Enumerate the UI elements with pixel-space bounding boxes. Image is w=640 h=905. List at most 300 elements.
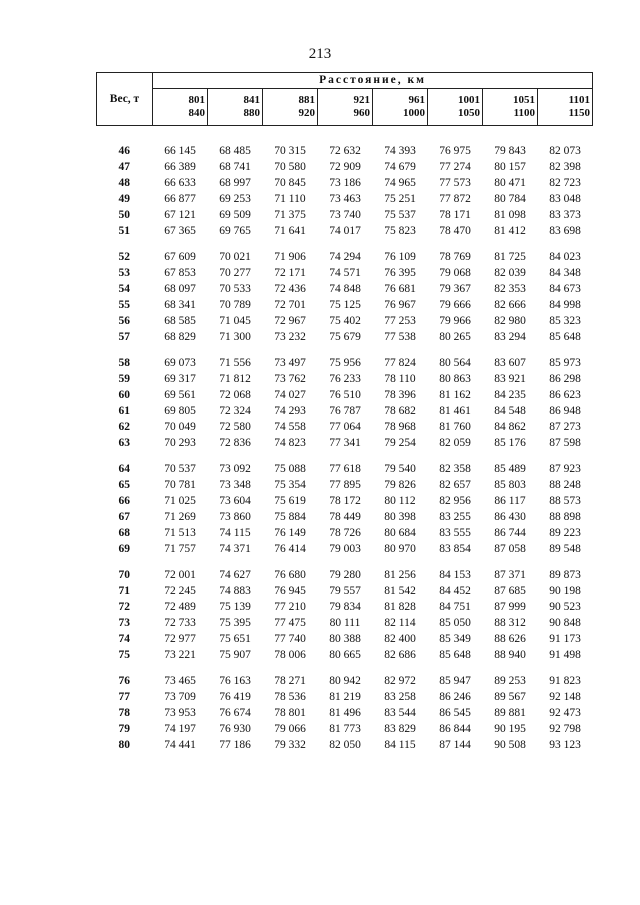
tariff-value-cell: 76 395 (384, 267, 416, 280)
table-row (97, 737, 593, 753)
tariff-value-cell: 81 219 (329, 691, 361, 704)
tariff-value-cell: 66 145 (164, 145, 196, 158)
range-from: 801 (188, 94, 205, 107)
tariff-value-cell: 93 123 (549, 739, 581, 752)
tariff-value-cell: 80 265 (439, 331, 471, 344)
tariff-value-cell: 83 854 (439, 543, 471, 556)
tariff-value-cell: 76 419 (219, 691, 251, 704)
weight-cell: 53 (118, 267, 130, 280)
weight-column-header: Вес, т (97, 73, 153, 126)
tariff-value-cell: 86 430 (494, 511, 526, 524)
tariff-value-cell: 82 073 (549, 145, 581, 158)
tariff-value-cell: 72 967 (274, 315, 306, 328)
tariff-value-cell: 88 626 (494, 633, 526, 646)
tariff-value-cell: 79 540 (384, 463, 416, 476)
table-row (97, 126, 593, 160)
tariff-value-cell: 74 115 (219, 527, 251, 540)
table-row (97, 207, 593, 223)
tariff-value-cell: 74 197 (164, 723, 196, 736)
tariff-value-cell: 71 025 (164, 495, 196, 508)
weight-cell: 50 (118, 209, 130, 222)
table-row (97, 583, 593, 599)
tariff-value-cell: 81 098 (494, 209, 526, 222)
tariff-value-cell: 73 465 (164, 675, 196, 688)
table-row (97, 541, 593, 557)
tariff-value-cell: 91 173 (549, 633, 581, 646)
tariff-value-cell: 76 109 (384, 251, 416, 264)
tariff-value-cell: 81 256 (384, 569, 416, 582)
table-row (97, 599, 593, 615)
table-row (97, 615, 593, 631)
tariff-value-cell: 81 542 (384, 585, 416, 598)
table-row (97, 647, 593, 663)
tariff-value-cell: 74 883 (219, 585, 251, 598)
tariff-value-cell: 83 607 (494, 357, 526, 370)
range-to: 1000 (403, 106, 425, 119)
weight-cell: 72 (118, 601, 130, 614)
range-to: 920 (298, 106, 315, 119)
tariff-value-cell: 72 733 (164, 617, 196, 630)
tariff-value-cell: 87 058 (494, 543, 526, 556)
tariff-value-cell: 76 149 (274, 527, 306, 540)
weight-cell: 68 (118, 527, 130, 540)
tariff-value-cell: 76 510 (329, 389, 361, 402)
tariff-value-cell: 73 348 (219, 479, 251, 492)
tariff-value-cell: 72 632 (329, 145, 361, 158)
tariff-value-cell: 78 172 (329, 495, 361, 508)
tariff-value-cell: 76 681 (384, 283, 416, 296)
tariff-value-cell: 73 463 (329, 193, 361, 206)
tariff-value-cell: 72 489 (164, 601, 196, 614)
range-to: 1150 (568, 106, 591, 119)
weight-cell: 46 (118, 145, 130, 158)
table-row (97, 223, 593, 239)
tariff-value-cell: 91 498 (549, 649, 581, 662)
tariff-value-cell: 78 536 (274, 691, 306, 704)
tariff-value-cell: 89 548 (549, 543, 581, 556)
tariff-value-cell: 85 648 (439, 649, 471, 662)
tariff-value-cell: 72 580 (219, 421, 251, 434)
tariff-value-cell: 75 823 (384, 225, 416, 238)
weight-cell: 47 (118, 161, 130, 174)
tariff-value-cell: 71 110 (274, 193, 306, 206)
tariff-value-cell: 68 485 (219, 145, 251, 158)
tariff-value-cell: 74 848 (329, 283, 361, 296)
tariff-value-cell: 86 744 (494, 527, 526, 540)
tariff-value-cell: 76 233 (329, 373, 361, 386)
table-row (97, 191, 593, 207)
tariff-value-cell: 84 023 (549, 251, 581, 264)
tariff-value-cell: 87 923 (549, 463, 581, 476)
tariff-value-cell: 76 674 (219, 707, 251, 720)
tariff-value-cell: 85 176 (494, 437, 526, 450)
tariff-value-cell: 80 388 (329, 633, 361, 646)
distance-range-header (373, 89, 428, 126)
tariff-value-cell: 70 277 (219, 267, 251, 280)
tariff-value-cell: 79 666 (439, 299, 471, 312)
tariff-value-cell: 75 395 (219, 617, 251, 630)
tariff-value-cell: 86 246 (439, 691, 471, 704)
tariff-value-cell: 75 679 (329, 331, 361, 344)
tariff-value-cell: 79 843 (494, 145, 526, 158)
tariff-value-cell: 71 906 (274, 251, 306, 264)
tariff-value-cell: 73 709 (164, 691, 196, 704)
tariff-value-cell: 81 773 (329, 723, 361, 736)
tariff-value-cell: 90 523 (549, 601, 581, 614)
tariff-value-cell: 71 513 (164, 527, 196, 540)
tariff-value-cell: 86 623 (549, 389, 581, 402)
tariff-value-cell: 84 348 (549, 267, 581, 280)
table-row (97, 175, 593, 191)
weight-cell: 56 (118, 315, 130, 328)
tariff-value-cell: 74 558 (274, 421, 306, 434)
tariff-value-cell: 84 998 (549, 299, 581, 312)
tariff-value-cell: 92 148 (549, 691, 581, 704)
table-row (97, 297, 593, 313)
range-to: 880 (243, 106, 260, 119)
tariff-value-cell: 87 371 (494, 569, 526, 582)
table-row (97, 451, 593, 477)
weight-cell: 79 (118, 723, 130, 736)
table-row (97, 159, 593, 175)
tariff-value-cell: 78 171 (439, 209, 471, 222)
tariff-value-cell: 78 110 (384, 373, 416, 386)
tariff-value-cell: 81 760 (439, 421, 471, 434)
tariff-value-cell: 85 648 (549, 331, 581, 344)
weight-cell: 74 (118, 633, 130, 646)
tariff-value-cell: 74 823 (274, 437, 306, 450)
tariff-value-cell: 73 497 (274, 357, 306, 370)
tariff-value-cell: 72 324 (219, 405, 251, 418)
tariff-value-cell: 83 555 (439, 527, 471, 540)
tariff-value-cell: 90 195 (494, 723, 526, 736)
tariff-value-cell: 73 953 (164, 707, 196, 720)
tariff-value-cell: 66 633 (164, 177, 196, 190)
tariff-value-cell: 75 251 (384, 193, 416, 206)
tariff-value-cell: 73 232 (274, 331, 306, 344)
tariff-value-cell: 84 673 (549, 283, 581, 296)
tariff-value-cell: 85 050 (439, 617, 471, 630)
tariff-value-cell: 73 604 (219, 495, 251, 508)
table-row (97, 477, 593, 493)
weight-cell: 76 (118, 675, 130, 688)
page-number: 213 (308, 46, 332, 62)
tariff-value-cell: 76 930 (219, 723, 251, 736)
tariff-value-cell: 71 269 (164, 511, 196, 524)
weight-cell: 63 (118, 437, 130, 450)
tariff-value-cell: 71 812 (219, 373, 251, 386)
tariff-value-cell: 69 073 (164, 357, 196, 370)
tariff-value-cell: 73 221 (164, 649, 196, 662)
tariff-value-cell: 83 258 (384, 691, 416, 704)
tariff-value-cell: 78 682 (384, 405, 416, 418)
tariff-value-cell: 82 400 (384, 633, 416, 646)
tariff-value-cell: 82 686 (384, 649, 416, 662)
tariff-value-cell: 72 701 (274, 299, 306, 312)
tariff-value-cell: 77 186 (219, 739, 251, 752)
tariff-value-cell: 79 557 (329, 585, 361, 598)
tariff-value-cell: 89 253 (494, 675, 526, 688)
range-from: 1051 (513, 94, 535, 107)
tariff-value-cell: 74 393 (384, 145, 416, 158)
table-row (97, 419, 593, 435)
tariff-value-cell: 84 153 (439, 569, 471, 582)
tariff-value-cell: 72 245 (164, 585, 196, 598)
tariff-value-cell: 71 045 (219, 315, 251, 328)
tariff-value-cell: 88 940 (494, 649, 526, 662)
tariff-value-cell: 70 021 (219, 251, 251, 264)
tariff-value-cell: 67 853 (164, 267, 196, 280)
table-row (97, 509, 593, 525)
tariff-value-cell: 90 508 (494, 739, 526, 752)
tariff-value-cell: 87 685 (494, 585, 526, 598)
tariff-value-cell: 83 544 (384, 707, 416, 720)
tariff-value-cell: 70 789 (219, 299, 251, 312)
weight-cell: 52 (118, 251, 130, 264)
tariff-value-cell: 91 823 (549, 675, 581, 688)
tariff-value-cell: 80 942 (329, 675, 361, 688)
tariff-value-cell: 74 027 (274, 389, 306, 402)
table-row (97, 329, 593, 345)
weight-cell: 73 (118, 617, 130, 630)
tariff-value-cell: 85 489 (494, 463, 526, 476)
tariff-value-cell: 87 144 (439, 739, 471, 752)
tariff-value-cell: 80 564 (439, 357, 471, 370)
range-to: 960 (353, 106, 370, 119)
tariff-value-cell: 89 567 (494, 691, 526, 704)
tariff-value-cell: 82 358 (439, 463, 471, 476)
tariff-value-cell: 75 884 (274, 511, 306, 524)
tariff-value-cell: 89 881 (494, 707, 526, 720)
tariff-value-cell: 79 003 (329, 543, 361, 556)
tariff-value-cell: 72 909 (329, 161, 361, 174)
tariff-value-cell: 83 255 (439, 511, 471, 524)
tariff-value-cell: 76 787 (329, 405, 361, 418)
tariff-value-cell: 68 585 (164, 315, 196, 328)
table-row (97, 239, 593, 265)
tariff-value-cell: 79 068 (439, 267, 471, 280)
tariff-value-cell: 73 860 (219, 511, 251, 524)
tariff-value-cell: 74 017 (329, 225, 361, 238)
tariff-value-cell: 87 999 (494, 601, 526, 614)
tariff-value-cell: 77 064 (329, 421, 361, 434)
tariff-value-cell: 68 997 (219, 177, 251, 190)
tariff-value-cell: 69 765 (219, 225, 251, 238)
tariff-value-cell: 76 163 (219, 675, 251, 688)
tariff-value-cell: 85 323 (549, 315, 581, 328)
tariff-value-cell: 90 848 (549, 617, 581, 630)
tariff-value-cell: 74 965 (384, 177, 416, 190)
tariff-value-cell: 84 751 (439, 601, 471, 614)
tariff-value-cell: 86 298 (549, 373, 581, 386)
table-row (97, 557, 593, 583)
tariff-value-cell: 74 294 (329, 251, 361, 264)
tariff-value-cell: 80 684 (384, 527, 416, 540)
weight-cell: 57 (118, 331, 130, 344)
range-from: 841 (243, 94, 260, 107)
tariff-value-cell: 80 665 (329, 649, 361, 662)
tariff-value-cell: 78 968 (384, 421, 416, 434)
tariff-value-cell: 77 274 (439, 161, 471, 174)
tariff-value-cell: 80 112 (384, 495, 416, 508)
tariff-value-cell: 77 341 (329, 437, 361, 450)
distance-range-header (428, 89, 483, 126)
tariff-value-cell: 77 538 (384, 331, 416, 344)
tariff-value-cell: 83 829 (384, 723, 416, 736)
distance-range-header (263, 89, 318, 126)
tariff-value-cell: 82 039 (494, 267, 526, 280)
tariff-value-cell: 84 235 (494, 389, 526, 402)
tariff-value-cell: 77 895 (329, 479, 361, 492)
tariff-value-cell: 70 781 (164, 479, 196, 492)
tariff-value-cell: 84 452 (439, 585, 471, 598)
weight-cell: 70 (118, 569, 130, 582)
tariff-value-cell: 82 059 (439, 437, 471, 450)
tariff-value-cell: 88 898 (549, 511, 581, 524)
tariff-value-cell: 92 798 (549, 723, 581, 736)
tariff-value-cell: 81 162 (439, 389, 471, 402)
tariff-value-cell: 79 280 (329, 569, 361, 582)
tariff-value-cell: 71 757 (164, 543, 196, 556)
tariff-value-cell: 69 253 (219, 193, 251, 206)
tariff-value-cell: 87 598 (549, 437, 581, 450)
tariff-value-cell: 81 412 (494, 225, 526, 238)
range-to: 1050 (458, 106, 480, 119)
tariff-value-cell: 80 784 (494, 193, 526, 206)
tariff-value-cell: 80 111 (329, 617, 361, 630)
tariff-value-cell: 75 139 (219, 601, 251, 614)
tariff-value-cell: 70 845 (274, 177, 306, 190)
weight-cell: 67 (118, 511, 130, 524)
tariff-value-cell: 86 844 (439, 723, 471, 736)
tariff-value-cell: 77 253 (384, 315, 416, 328)
tariff-value-cell: 89 223 (549, 527, 581, 540)
tariff-value-cell: 84 862 (494, 421, 526, 434)
tariff-value-cell: 80 970 (384, 543, 416, 556)
weight-cell: 54 (118, 283, 130, 296)
table-row (97, 435, 593, 451)
table-row (97, 345, 593, 371)
tariff-value-cell: 80 157 (494, 161, 526, 174)
tariff-value-cell: 74 679 (384, 161, 416, 174)
range-to: 1100 (513, 106, 535, 119)
tariff-value-cell: 71 300 (219, 331, 251, 344)
tariff-value-cell: 84 548 (494, 405, 526, 418)
tariff-value-cell: 83 373 (549, 209, 581, 222)
tariff-value-cell: 83 294 (494, 331, 526, 344)
tariff-value-cell: 67 121 (164, 209, 196, 222)
tariff-value-cell: 74 371 (219, 543, 251, 556)
tariff-value-cell: 78 449 (329, 511, 361, 524)
tariff-value-cell: 88 312 (494, 617, 526, 630)
tariff-value-cell: 79 367 (439, 283, 471, 296)
range-from: 881 (298, 94, 315, 107)
tariff-value-cell: 81 461 (439, 405, 471, 418)
tariff-value-cell: 85 947 (439, 675, 471, 688)
range-to: 840 (188, 106, 205, 119)
weight-cell: 55 (118, 299, 130, 312)
tariff-value-cell: 79 066 (274, 723, 306, 736)
tariff-value-cell: 70 049 (164, 421, 196, 434)
tariff-value-cell: 75 537 (384, 209, 416, 222)
distance-column-header: Расстояние, км (153, 73, 593, 89)
table-row (97, 265, 593, 281)
tariff-value-cell: 88 573 (549, 495, 581, 508)
tariff-value-cell: 73 762 (274, 373, 306, 386)
tariff-value-cell: 79 332 (274, 739, 306, 752)
distance-range-header (208, 89, 263, 126)
tariff-value-cell: 76 680 (274, 569, 306, 582)
tariff-value-cell: 82 723 (549, 177, 581, 190)
tariff-value-cell: 73 186 (329, 177, 361, 190)
tariff-value-cell: 70 537 (164, 463, 196, 476)
tariff-value-cell: 74 441 (164, 739, 196, 752)
tariff-value-cell: 82 972 (384, 675, 416, 688)
tariff-value-cell: 71 556 (219, 357, 251, 370)
table-row (97, 371, 593, 387)
table-row (97, 705, 593, 721)
tariff-value-cell: 82 050 (329, 739, 361, 752)
weight-cell: 58 (118, 357, 130, 370)
tariff-value-cell: 78 726 (329, 527, 361, 540)
tariff-value-cell: 82 114 (384, 617, 416, 630)
tariff-value-cell: 75 402 (329, 315, 361, 328)
tariff-value-cell: 77 475 (274, 617, 306, 630)
table-row (97, 403, 593, 419)
tariff-value-cell: 88 248 (549, 479, 581, 492)
table-row (97, 493, 593, 509)
tariff-value-cell: 92 473 (549, 707, 581, 720)
tariff-value-cell: 78 801 (274, 707, 306, 720)
tariff-value-cell: 77 618 (329, 463, 361, 476)
tariff-value-cell: 74 571 (329, 267, 361, 280)
table-row (97, 387, 593, 403)
tariff-value-cell: 85 973 (549, 357, 581, 370)
tariff-value-cell: 77 872 (439, 193, 471, 206)
tariff-value-cell: 68 829 (164, 331, 196, 344)
tariff-value-cell: 82 657 (439, 479, 471, 492)
tariff-value-cell: 76 414 (274, 543, 306, 556)
tariff-value-cell: 67 609 (164, 251, 196, 264)
tariff-value-cell: 78 769 (439, 251, 471, 264)
tariff-value-cell: 73 740 (329, 209, 361, 222)
tariff-value-cell: 79 834 (329, 601, 361, 614)
tariff-value-cell: 72 836 (219, 437, 251, 450)
tariff-value-cell: 82 980 (494, 315, 526, 328)
weight-cell: 65 (118, 479, 130, 492)
table-row (97, 525, 593, 541)
tariff-value-cell: 67 365 (164, 225, 196, 238)
tariff-value-cell: 82 956 (439, 495, 471, 508)
tariff-value-cell: 90 198 (549, 585, 581, 598)
tariff-value-cell: 86 545 (439, 707, 471, 720)
tariff-value-cell: 71 641 (274, 225, 306, 238)
weight-cell: 51 (118, 225, 130, 238)
tariff-value-cell: 72 977 (164, 633, 196, 646)
tariff-value-cell: 83 048 (549, 193, 581, 206)
tariff-value-cell: 73 092 (219, 463, 251, 476)
tariff-value-cell: 78 271 (274, 675, 306, 688)
tariff-value-cell: 76 975 (439, 145, 471, 158)
tariff-value-cell: 78 470 (439, 225, 471, 238)
tariff-value-cell: 82 353 (494, 283, 526, 296)
tariff-value-cell: 74 627 (219, 569, 251, 582)
tariff-value-cell: 76 945 (274, 585, 306, 598)
distance-range-header (483, 89, 538, 126)
tariff-value-cell: 72 171 (274, 267, 306, 280)
weight-cell: 66 (118, 495, 130, 508)
tariff-value-cell: 81 828 (384, 601, 416, 614)
